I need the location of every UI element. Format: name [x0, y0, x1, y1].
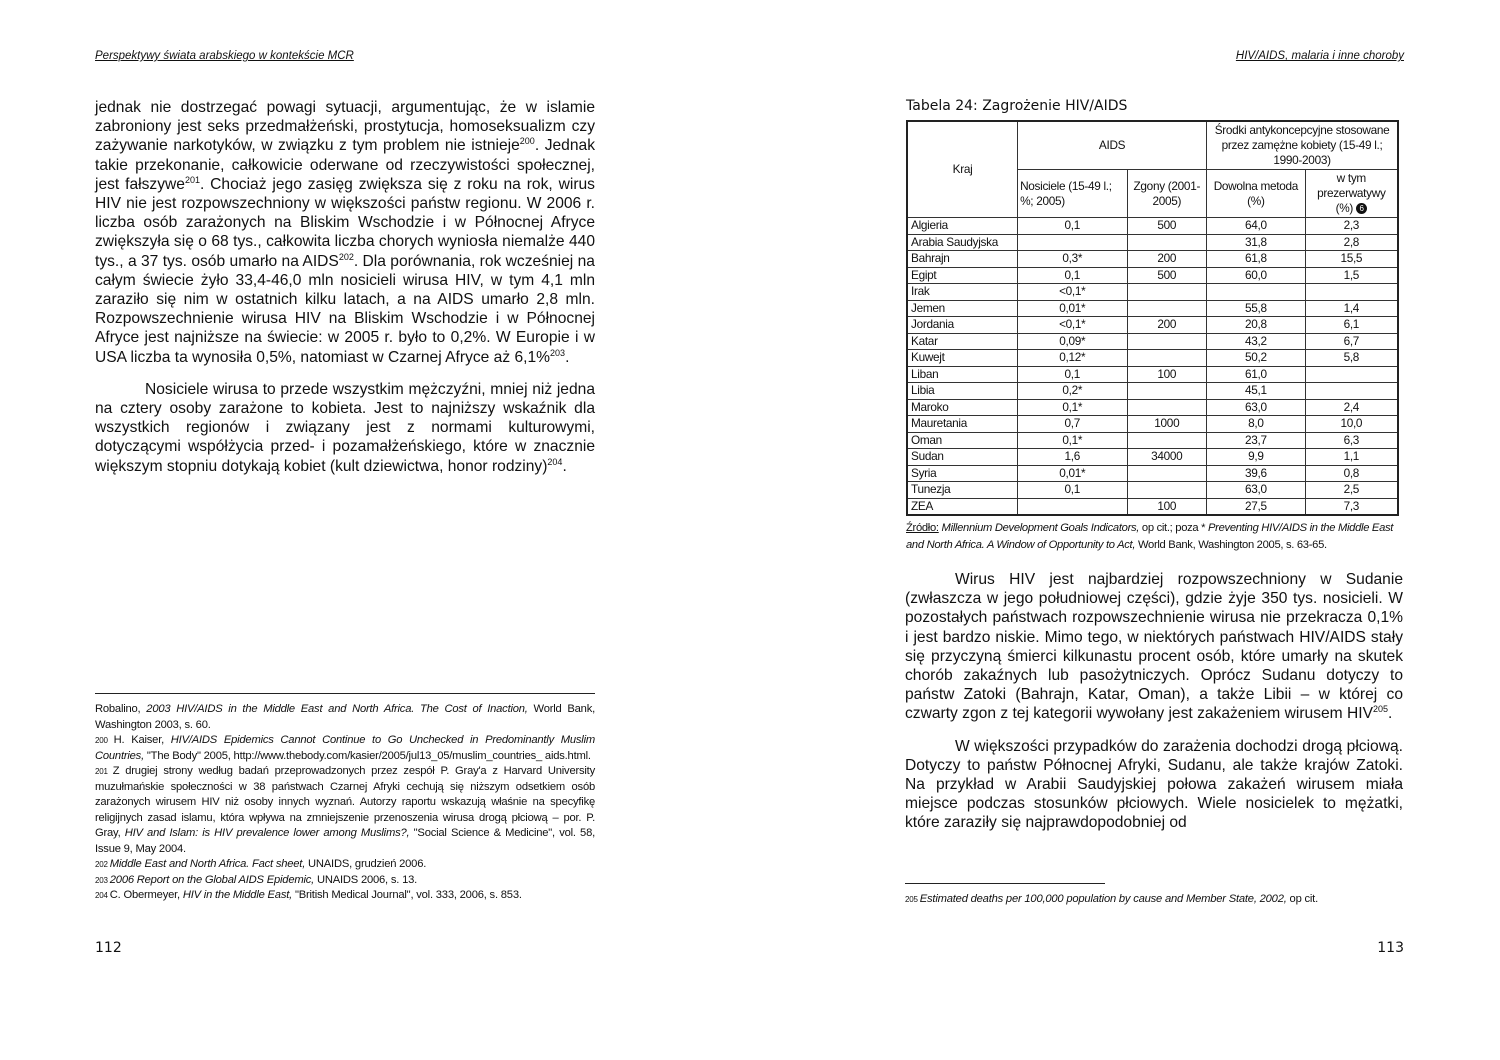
table-row	[907, 399, 1398, 416]
footnote-ref: 200	[519, 136, 535, 147]
value-cell	[1127, 482, 1207, 499]
text-run: World Bank, Washington 2005, s. 63-65.	[1135, 539, 1327, 551]
country-cell: Sudan	[907, 449, 1018, 466]
header-aids: AIDS	[1018, 121, 1207, 170]
country-cell: Kuwejt	[907, 350, 1018, 367]
text-run: Z drugiej strony według badań przeprowadzonych przez zespół P. Gray'a z Harvard University muzułmańskie społeczności w 38 państwach Czarnej Afryki cechują się niższym odsetkiem osób zarażonych wirusem HIV niż osoby innych wyznań. Autorzy raportu wskazują właśnie na specyfikę religijnych zasad islamu, która wpływa na zmniejszenie przenoszenia wirusa drogą płciową – por. P. Gray,	[95, 765, 595, 839]
text-run: Wirus HIV jest najbardziej rozpowszechniony w Sudanie (zwłaszcza w jego południowej części), gdzie żyje 350 tys. nosicieli. W pozostałych państwach rozpowszechnienie wirusa nie przekracza 0,1% i jest bardzo niskie. Mimo tego, w niektórych państwach HIV/AIDS stały się przyczyną śmierci kilkunastu procent osób, które umarły na skutek chorób zakaźnych lub pasożytniczych. Oprócz Sudanu dotyczy to państw Zatoki (Bahrajn, Katar, Oman), a także Libii – w której co czwarty zgon z tej kategorii wywołany jest zakażeniem wirusem HIV	[905, 571, 1403, 723]
footnote-ref: 201	[184, 174, 200, 185]
paragraph	[905, 737, 1403, 833]
paragraph	[95, 380, 595, 476]
value-cell: 50,2	[1207, 350, 1306, 367]
table-row	[907, 498, 1398, 515]
value-cell: 0,3*	[1018, 251, 1127, 268]
value-cell: 1,5	[1305, 267, 1398, 284]
table-row	[907, 383, 1398, 400]
table-row	[907, 366, 1398, 383]
value-cell	[1127, 399, 1207, 416]
value-cell: 64,0	[1207, 218, 1306, 235]
header-any-method: Dowolna metoda (%)	[1207, 170, 1306, 218]
value-cell: 2,5	[1305, 482, 1398, 499]
table-row	[907, 465, 1398, 482]
value-cell	[1127, 350, 1207, 367]
value-cell: 1,4	[1305, 300, 1398, 317]
value-cell: 9,9	[1207, 449, 1306, 466]
value-cell: 500	[1127, 218, 1207, 235]
table-row	[907, 416, 1398, 433]
country-cell: Mauretania	[907, 416, 1018, 433]
value-cell	[1127, 383, 1207, 400]
value-cell: 61,8	[1207, 251, 1306, 268]
table-row	[907, 284, 1398, 301]
footnote-number: 204	[95, 891, 110, 900]
value-cell: <0,1*	[1018, 284, 1127, 301]
footnote-ref: 202	[338, 251, 354, 262]
header-of-which: w tym	[1336, 171, 1366, 185]
value-cell: 6,3	[1305, 432, 1398, 449]
value-cell: 0,1*	[1018, 432, 1127, 449]
hiv-aids-table	[906, 120, 1399, 516]
value-cell: 500	[1127, 267, 1207, 284]
table-row	[907, 234, 1398, 251]
footnote	[95, 873, 595, 889]
italic-text: HIV/AIDS Epidemics Cannot Continue to Go Unchecked in Predominantly Muslim Countries,	[95, 734, 595, 762]
footnote-rule-right	[905, 883, 1105, 884]
text-run: . Chociaż jego zasięg zwiększa się z roku na rok, wirus HIV nie jest rozpowszechniony w większości państw regionu. W 2006 r. liczba osób zarażonych na Bliskim Wschodzie i w Północnej Afryce zwiększyła się o 68 tys., całkowita liczba chorych wyniosła niemalże 440 tys., a 37 tys. osób umarło na AIDS	[95, 175, 595, 270]
country-cell: Tunezja	[907, 482, 1018, 499]
value-cell	[1207, 284, 1306, 301]
value-cell: 0,1	[1018, 218, 1127, 235]
footnote	[95, 857, 595, 873]
text-run: C. Obermeyer,	[109, 889, 183, 901]
value-cell: 60,0	[1207, 267, 1306, 284]
value-cell	[1127, 300, 1207, 317]
value-cell: 8,0	[1207, 416, 1306, 433]
table-row	[907, 482, 1398, 499]
source-label: Źródło:	[906, 522, 939, 534]
value-cell	[1127, 465, 1207, 482]
text-run: "British Medical Journal", vol. 333, 2006, s. 853.	[292, 889, 522, 901]
text-run: W większości przypadków do zarażenia dochodzi drogą płciową. Dotyczy to państw Północnej Afryki, Sudanu, ale także krajów Zatoki. Na przykład w Arabii Saudyjskiej połowa zakażeń wirusem miała miejsce podczas stosunków płciowych. Wiele nosicielek to mężatki, które zaraziły się najprawdopodobniej od	[905, 737, 1403, 832]
value-cell: 39,6	[1207, 465, 1306, 482]
value-cell: 31,8	[1207, 234, 1306, 251]
table-row	[907, 251, 1398, 268]
value-cell: 0,2*	[1018, 383, 1127, 400]
value-cell: 200	[1127, 251, 1207, 268]
header-carriers: Nosiciele (15-49 l.; %; 2005)	[1018, 170, 1127, 218]
value-cell: 55,8	[1207, 300, 1306, 317]
text-run: .	[565, 348, 570, 366]
country-cell: Maroko	[907, 399, 1018, 416]
value-cell	[1127, 432, 1207, 449]
note-mark-icon: 6	[1356, 203, 1367, 214]
value-cell: 20,8	[1207, 317, 1306, 334]
value-cell	[1305, 383, 1398, 400]
running-head-right: HIV/AIDS, malaria i inne choroby	[1235, 50, 1404, 62]
value-cell: 5,8	[1305, 350, 1398, 367]
italic-text: HIV and Islam: is HIV prevalence lower among Muslims?,	[124, 827, 410, 839]
value-cell: 2,4	[1305, 399, 1398, 416]
value-cell: 63,0	[1207, 399, 1306, 416]
value-cell	[1127, 333, 1207, 350]
footnote-number: 205	[905, 895, 920, 904]
value-cell: 2,3	[1305, 218, 1398, 235]
value-cell: 1,6	[1018, 449, 1127, 466]
value-cell: 61,0	[1207, 366, 1306, 383]
value-cell	[1018, 234, 1127, 251]
italic-text: Middle East and North Africa. Fact sheet,	[109, 858, 306, 870]
text-run: H. Kaiser,	[113, 734, 171, 746]
table-source	[906, 520, 1406, 554]
value-cell: 7,3	[1305, 498, 1398, 515]
country-cell: Katar	[907, 333, 1018, 350]
value-cell: 0,8	[1305, 465, 1398, 482]
header-country: Kraj	[907, 121, 1018, 218]
text-run: .	[1388, 705, 1393, 723]
value-cell: 0,1	[1018, 366, 1127, 383]
italic-text: Millennium Development Goals Indicators,	[941, 522, 1140, 534]
country-cell: Jemen	[907, 300, 1018, 317]
value-cell: 6,7	[1305, 333, 1398, 350]
table-row	[907, 300, 1398, 317]
italic-text: Estimated deaths per 100,000 population by cause and Member State, 2002,	[919, 893, 1287, 905]
footnote	[95, 764, 595, 857]
left-body-text	[95, 98, 595, 476]
table-row	[907, 449, 1398, 466]
value-cell: 0,1	[1018, 267, 1127, 284]
value-cell: 45,1	[1207, 383, 1306, 400]
text-run: UNAIDS 2006, s. 13.	[314, 873, 418, 886]
table-row	[907, 333, 1398, 350]
value-cell	[1127, 234, 1207, 251]
text-run: jednak nie dostrzegać powagi sytuacji, argumentując, że w islamie zabroniony jest seks przedmałżeński, prostytucja, homoseksualizm czy zażywanie narkotyków, w związku z tym problem nie istnieje	[95, 99, 595, 155]
text-run: . Jednak takie przekonanie, całkowicie oderwane od rzeczywistości społecznej, jest fałszywe	[95, 137, 595, 193]
footnote-rule	[95, 693, 595, 694]
value-cell: 27,5	[1207, 498, 1306, 515]
value-cell: 100	[1127, 498, 1207, 515]
value-cell: 0,09*	[1018, 333, 1127, 350]
footnote-number: 203	[95, 875, 110, 885]
footnote	[95, 702, 595, 733]
country-cell: Arabia Saudyjska	[907, 234, 1018, 251]
footnote-ref: 204	[547, 456, 563, 467]
text-run: . Dla porównania, rok wcześniej na całym świecie żyło 33,4-46,0 mln nosicieli wirusa HIV, w tym 4,1 mln zaraziło się nim w ostatnich kilku latach, a na AIDS umarło 2,8 mln. Rozpowszechnienie wirusa HIV na Bliskim Wschodzie i w Północnej Afryce jest najniższe na świecie: w 2005 r. było to 0,2%. W Europie i w USA liczba ta wynosiła 0,5%, natomiast w Czarnej Afryce aż 6,1%	[95, 252, 595, 366]
value-cell: 63,0	[1207, 482, 1306, 499]
country-cell: Oman	[907, 432, 1018, 449]
value-cell: 34000	[1127, 449, 1207, 466]
country-cell: Liban	[907, 366, 1018, 383]
country-cell: Jordania	[907, 317, 1018, 334]
running-head-left: Perspektywy świata arabskiego w kontekście MCR	[95, 50, 354, 62]
page-number-right: 113	[1377, 940, 1404, 956]
value-cell	[1305, 284, 1398, 301]
value-cell: 0,1*	[1018, 399, 1127, 416]
value-cell: 43,2	[1207, 333, 1306, 350]
paragraph	[905, 570, 1403, 724]
footnote-number: 202	[95, 860, 110, 869]
footnote	[95, 733, 595, 764]
footnote-number: 200	[95, 736, 114, 745]
table-row	[907, 267, 1398, 284]
value-cell: 100	[1127, 366, 1207, 383]
text-run: UNAIDS, grudzień 2006.	[305, 858, 427, 870]
value-cell: 1000	[1127, 416, 1207, 433]
table-row	[907, 350, 1398, 367]
value-cell: 0,1	[1018, 482, 1127, 499]
italic-text: 2003 HIV/AIDS in the Middle East and North Africa. The Cost of Inaction,	[146, 703, 528, 715]
value-cell: 10,0	[1305, 416, 1398, 433]
table-row	[907, 317, 1398, 334]
value-cell: 23,7	[1207, 432, 1306, 449]
right-body-text	[905, 570, 1403, 833]
value-cell: 0,01*	[1018, 465, 1127, 482]
value-cell	[1018, 498, 1127, 515]
italic-text: 2006 Report on the Global AIDS Epidemic,	[109, 873, 315, 886]
value-cell: <0,1*	[1018, 317, 1127, 334]
right-footnotes	[905, 892, 1405, 908]
value-cell: 2,8	[1305, 234, 1398, 251]
header-condoms-label: prezerwatywy (%)	[1317, 186, 1386, 215]
country-cell: Bahrajn	[907, 251, 1018, 268]
value-cell	[1305, 366, 1398, 383]
table-caption: Tabela 24: Zagrożenie HIV/AIDS	[906, 98, 1128, 114]
footnote	[95, 888, 595, 904]
country-cell: Algieria	[907, 218, 1018, 235]
header-condoms	[1305, 170, 1398, 218]
country-cell: ZEA	[907, 498, 1018, 515]
value-cell: 6,1	[1305, 317, 1398, 334]
value-cell: 0,7	[1018, 416, 1127, 433]
text-run: op cit.; poza *	[1139, 522, 1209, 534]
table-row	[907, 218, 1398, 235]
text-run: op cit.	[1286, 893, 1318, 905]
footnote	[905, 892, 1405, 908]
italic-text: HIV in the Middle East,	[182, 889, 293, 901]
country-cell: Libia	[907, 383, 1018, 400]
text-run: Nosiciele wirusa to przede wszystkim mężczyźni, mniej niż jedna na cztery osoby zarażone to kobieta. Jest to najniższy wskaźnik dla wszystkich regionów i związany jest z normami kulturowymi, dotyczącymi współżycia przed- i pozamałżeńskiego, które w znacznie większym stopniu dotykają kobiet (kult dziewictwa, honor rodziny)	[95, 380, 595, 475]
value-cell: 200	[1127, 317, 1207, 334]
italic-text: Preventing HIV/AIDS in the Middle East and North Africa. A Window of Opportunity to Act,	[906, 522, 1394, 551]
footnote-number: 201	[95, 767, 113, 776]
text-run: "Social Science & Medicine", vol. 58, Issue 9, May 2004.	[95, 827, 595, 855]
text-run: Robalino,	[95, 703, 147, 715]
text-run: "The Body" 2005, http://www.thebody.com/kasier/2005/jul13_05/muslim_countries_ aids.html.	[144, 749, 591, 762]
value-cell: 1,1	[1305, 449, 1398, 466]
header-contraception: Środki antykoncepcyjne stosowane przez zamężne kobiety (15-49 l.; 1990-2003)	[1207, 121, 1398, 170]
country-cell: Irak	[907, 284, 1018, 301]
paragraph	[95, 98, 595, 367]
page-number-left: 112	[95, 940, 122, 956]
value-cell	[1127, 284, 1207, 301]
country-cell: Egipt	[907, 267, 1018, 284]
value-cell: 0,12*	[1018, 350, 1127, 367]
footnote-ref: 203	[550, 347, 566, 358]
table-row	[907, 432, 1398, 449]
country-cell: Syria	[907, 465, 1018, 482]
value-cell: 15,5	[1305, 251, 1398, 268]
footnote-ref: 205	[1372, 704, 1389, 715]
value-cell: 0,01*	[1018, 300, 1127, 317]
text-run: World Bank, Washington 2003, s. 60.	[95, 703, 595, 731]
header-deaths: Zgony (2001-2005)	[1127, 170, 1207, 218]
table-body	[907, 218, 1398, 516]
text-run: .	[562, 457, 567, 475]
left-footnotes	[95, 702, 595, 904]
